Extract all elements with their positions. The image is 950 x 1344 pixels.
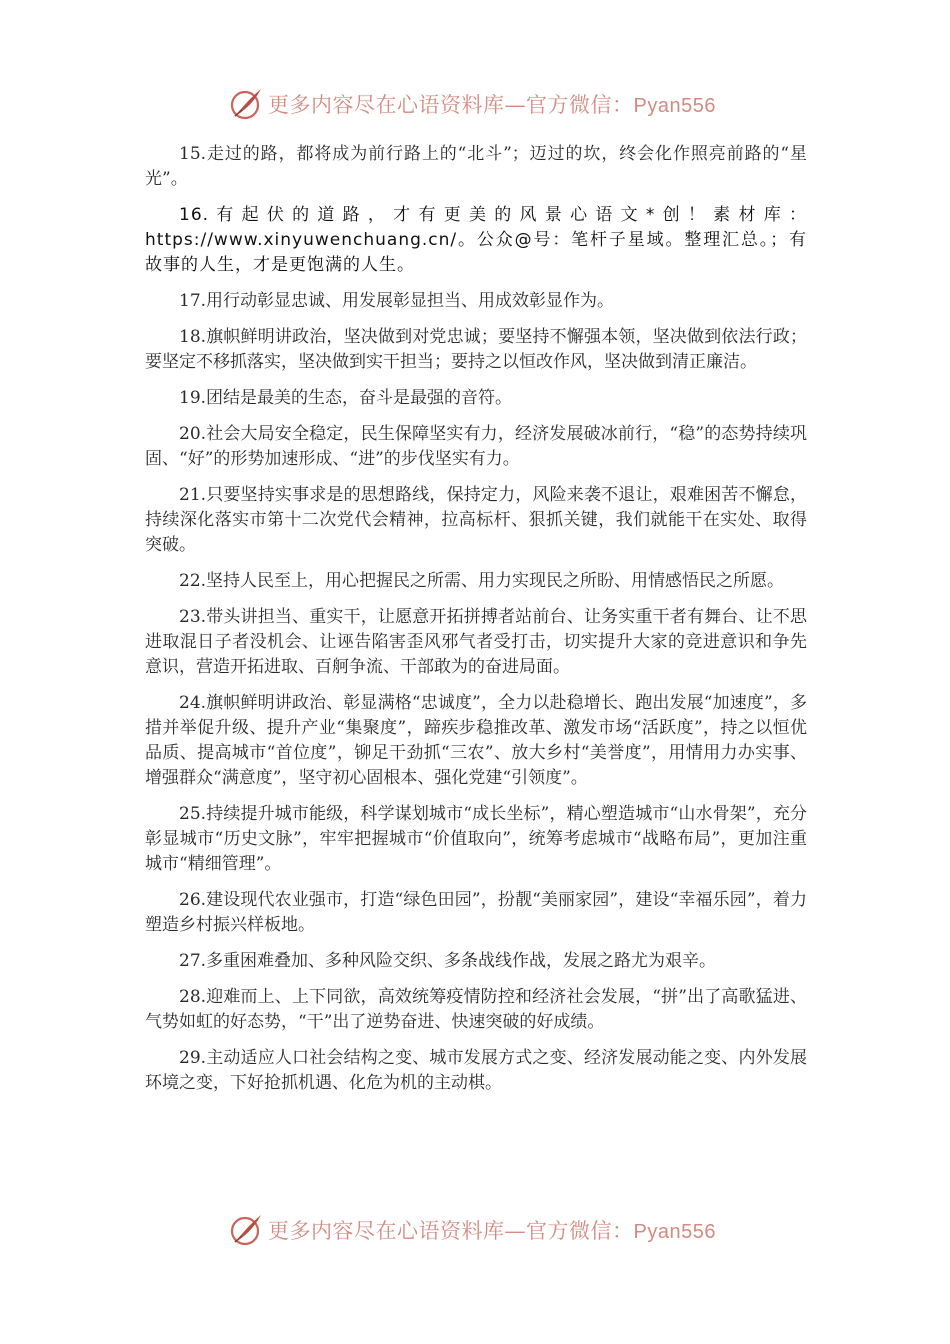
paragraph-18: 18.旗帜鲜明讲政治，坚决做到对党忠诚；要坚持不懈强本领，坚决做到依法行政；要坚定不移抓落实，坚决做到实干担当；要持之以恒改作风，坚决做到清正廉洁。 (145, 327, 807, 372)
paragraph-24: 24.旗帜鲜明讲政治、彰显满格“忠诚度”，全力以赴稳增长、跑出发展“加速度”，多措并举促升级、提升产业“集聚度”，蹄疾步稳推改革、激发市场“活跃度”，持之以恒优品质、提高城市“首位度”，铆足干劲抓“三农”、放大乡村“美誉度”，用情用力办实事、增强群众“满意度”，坚守初心固根本、强化党建“引领度”。 (145, 693, 807, 788)
paragraph-29: 29.主动适应人口社会结构之变、城市发展方式之变、经济发展动能之变、内外发展环境之变，下好抢抓机遇、化危为机的主动棋。 (145, 1048, 807, 1093)
banner-text: 更多内容尽在心语资料库—官方微信：Pyan556 (268, 93, 716, 117)
paragraph-19: 19.团结是最美的生态，奋斗是最强的音符。 (179, 388, 513, 408)
paragraph-20: 20.社会大局安全稳定，民生保障坚实有力，经济发展破冰前行，“稳”的态势持续巩固、“好”的形势加速形成、“进”的步伐坚实有力。 (145, 424, 807, 469)
header-banner (0, 84, 950, 124)
quill-pen-logo-icon (228, 86, 264, 122)
wechat-handle: Pyan556 (633, 1221, 716, 1243)
paragraph-17: 17.用行动彰显忠诚、用发展彰显担当、用成效彰显作为。 (179, 291, 615, 311)
paragraph-26: 26.建设现代农业强市，打造“绿色田园”，扮靓“美丽家园”，建设“幸福乐园”，着力塑造乡村振兴样板地。 (145, 890, 807, 935)
paragraph-28: 28.迎难而上、上下同欲，高效统筹疫情防控和经济社会发展，“拼”出了高歌猛进、气势如虹的好态势，“干”出了逆势奋进、快速突破的好成绩。 (145, 987, 807, 1032)
banner-text: 更多内容尽在心语资料库—官方微信：Pyan556 (268, 1219, 716, 1243)
wechat-handle: Pyan556 (633, 95, 716, 117)
paragraph-list (145, 142, 807, 1107)
paragraph-25: 25.持续提升城市能级，科学谋划城市“成长坐标”，精心塑造城市“山水骨架”，充分彰显城市“历史文脉”，牢牢把握城市“价值取向”，统筹考虑城市“战略布局”，更加注重城市“精细管理”。 (145, 804, 807, 874)
paragraph-22: 22.坚持人民至上，用心把握民之所需、用力实现民之所盼、用情感悟民之所愿。 (179, 571, 785, 591)
quill-pen-logo-icon (228, 1212, 264, 1248)
paragraph-21: 21.只要坚持实事求是的思想路线，保持定力，风险来袭不退让，艰难困苦不懈怠，持续深化落实市第十二次党代会精神，拉高标杆、狠抓关键，我们就能干在实处、取得突破。 (145, 485, 807, 555)
paragraph-27: 27.多重困难叠加、多种风险交织、多条战线作战，发展之路尤为艰辛。 (179, 951, 717, 971)
footer-banner (0, 1210, 950, 1250)
paragraph-16: 16.有起伏的道路，才有更美的风景心语文*创！素材库：https://www.xinyuwenchuang.cn/。公众@号：笔杆子星域。整理汇总。；有故事的人生，才是更饱满的人生。 (145, 205, 807, 275)
paragraph-15: 15.走过的路，都将成为前行路上的“北斗”；迈过的坎，终会化作照亮前路的“星光”。 (145, 144, 807, 189)
paragraph-23: 23.带头讲担当、重实干，让愿意开拓拼搏者站前台、让务实重干者有舞台、让不思进取混日子者没机会、让诬告陷害歪风邪气者受打击，切实提升大家的竞进意识和争先意识，营造开拓进取、百舸争流、干部敢为的奋进局面。 (145, 607, 807, 677)
